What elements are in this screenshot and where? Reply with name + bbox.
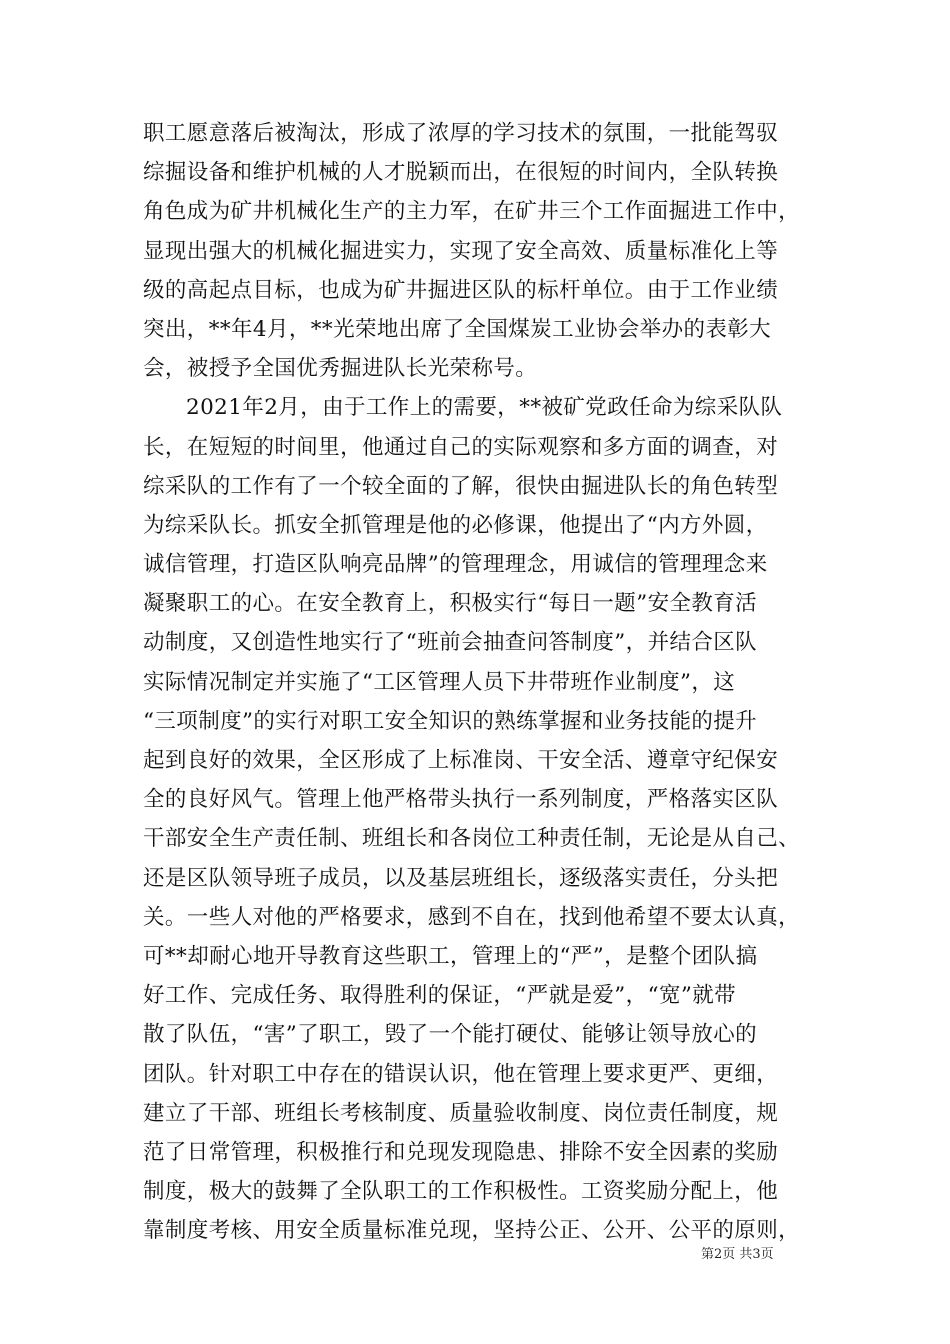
- text-line: 靠制度考核、用安全质量标准兑现，坚持公正、公开、公平的原则，: [143, 1218, 801, 1244]
- text-line: 关。一些人对他的严格要求，感到不自在，找到他希望不要太认真，: [143, 904, 801, 930]
- text-line: 建立了干部、班组长考核制度、质量验收制度、岗位责任制度，规: [143, 1100, 779, 1126]
- text-line: 还是区队领导班子成员，以及基层班组长，逐级落实责任，分头把: [143, 865, 779, 891]
- text-line: 散了队伍，“害”了职工，毁了一个能打硬仗、能够让领导放心的: [143, 1022, 758, 1048]
- text-line: 凝聚职工的心。在安全教育上，积极实行“每日一题”安全教育活: [143, 591, 758, 617]
- text-line: 动制度，又创造性地实行了“班前会抽查问答制度”，并结合区队: [143, 630, 758, 656]
- text-line: 诚信管理，打造区队响亮品牌”的管理理念，用诚信的管理理念来: [143, 552, 768, 578]
- text-line: 可**却耐心地开导教育这些职工，管理上的“严”，是整个团队搞: [143, 943, 758, 969]
- text-line: 制度，极大的鼓舞了全队职工的工作积极性。工资奖励分配上，他: [143, 1179, 779, 1205]
- text-line: 实际情况制定并实施了“工区管理人员下井带班作业制度”，这: [143, 669, 736, 695]
- text-line: 为综采队长。抓安全抓管理是他的必修课，他提出了“内方外圆，: [143, 512, 768, 538]
- text-line: 干部安全生产责任制、班组长和各岗位工种责任制，无论是从自己、: [143, 826, 801, 852]
- text-line: 长，在短短的时间里，他通过自己的实际观察和多方面的调查，对: [143, 434, 779, 460]
- text-line: 角色成为矿井机械化生产的主力军，在矿井三个工作面掘进工作中，: [143, 199, 801, 225]
- text-line: 范了日常管理，积极推行和兑现发现隐患、排除不安全因素的奖励: [143, 1139, 779, 1165]
- body-text: [143, 114, 823, 1250]
- text-line: “三项制度”的实行对职工安全知识的熟练掌握和业务技能的提升: [143, 708, 758, 734]
- text-line: 好工作、完成任务、取得胜利的保证，“严就是爱”，“宽”就带: [143, 983, 737, 1009]
- text-line: 突出，**年4月，**光荣地出席了全国煤炭工业协会举办的表彰大: [143, 316, 772, 342]
- text-line: 团队。针对职工中存在的错误认识，他在管理上要求更严、更细，: [143, 1061, 779, 1087]
- page-number-footer: 第2页 共3页: [701, 1247, 774, 1262]
- text-line: 级的高起点目标，也成为矿井掘进区队的标杆单位。由于工作业绩: [143, 277, 779, 303]
- text-line: 全的良好风气。管理上他严格带头执行一系列制度，严格落实区队: [143, 787, 779, 813]
- text-line: 职工愿意落后被淘汰，形成了浓厚的学习技术的氛围，一批能驾驭: [143, 121, 779, 146]
- text-line: 综采队的工作有了一个较全面的了解，很快由掘进队长的角色转型: [143, 473, 779, 499]
- paragraph-start-line: 2021年2月，由于工作上的需要，**被矿党政任命为综采队队: [186, 395, 783, 421]
- text-line: 起到良好的效果，全区形成了上标准岗、干安全活、遵章守纪保安: [143, 748, 779, 773]
- text-line: 会，被授予全国优秀掘进队长光荣称号。: [143, 356, 538, 382]
- text-line: 显现出强大的机械化掘进实力，实现了安全高效、质量标准化上等: [143, 238, 779, 264]
- text-line: 综掘设备和维护机械的人才脱颖而出，在很短的时间内，全队转换: [143, 160, 779, 186]
